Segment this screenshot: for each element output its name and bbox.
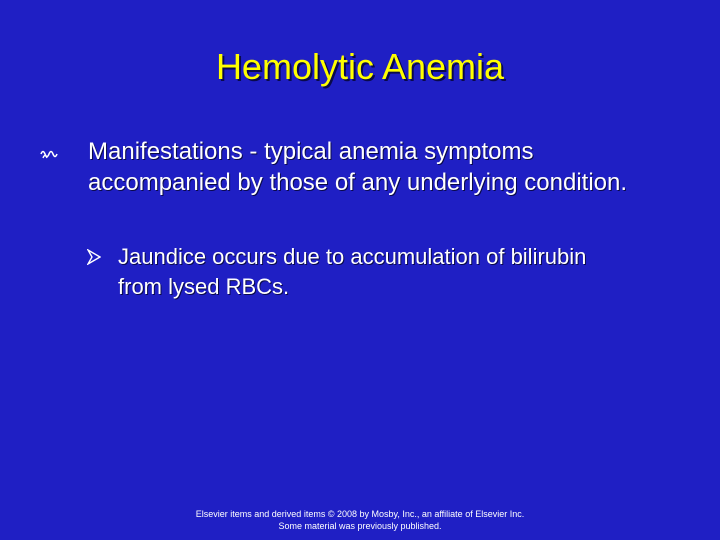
slide-title: Hemolytic Anemia [215,46,505,87]
footer-line-2: Some material was previously published. [278,521,442,531]
footer-line-1: Elsevier items and derived items © 2008 by Mosby, Inc., an affiliate of Elsevier Inc. [195,509,525,519]
bullet-level2-text: Jaundice occurs due to accumulation of bilirubin from lysed RBCs. [118,244,587,299]
wavy-bullet-icon [40,145,58,161]
arrow-bullet-icon [87,249,101,265]
bullet-level1-text: Manifestations - typical anemia symptoms accompanied by those of any underlying condition. [88,138,628,196]
copyright-footer [0,508,720,532]
